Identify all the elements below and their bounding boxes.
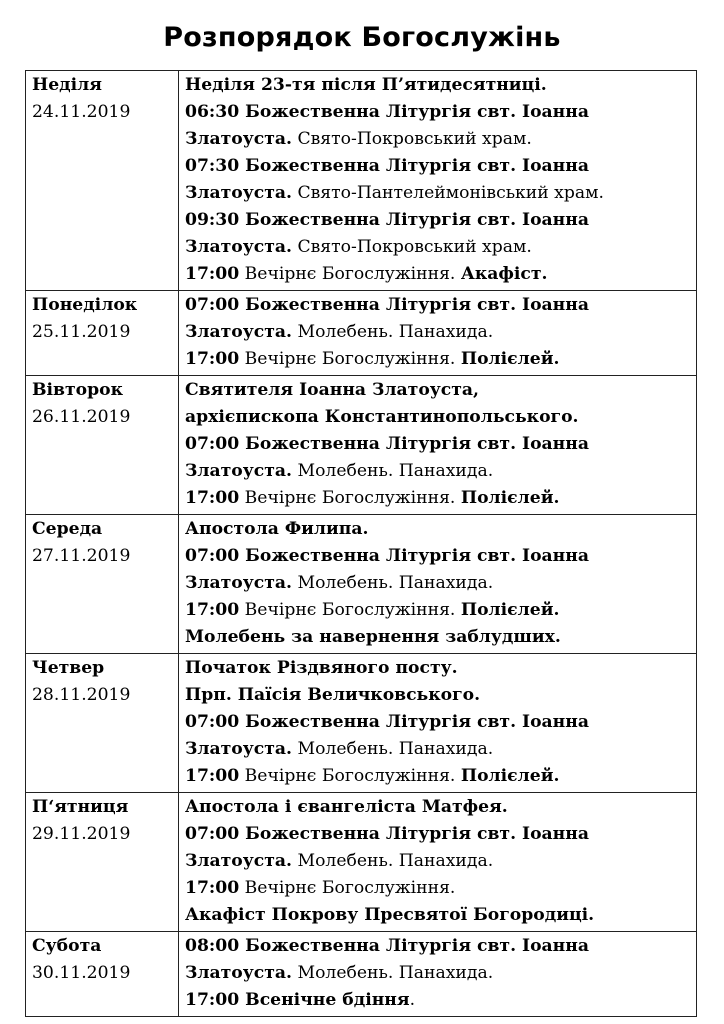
service-text-bold: Златоуста. [185, 322, 293, 342]
service-text-bold: 07:30 Божественна Літургія свт. Іоанна [185, 156, 589, 176]
service-line [185, 431, 690, 458]
service-text: Молебень. Панахида. [292, 739, 494, 759]
schedule-row [26, 793, 697, 932]
service-line [185, 207, 690, 234]
service-text: Свято-Покровський храм. [292, 129, 532, 149]
service-line [185, 624, 690, 651]
service-line [185, 682, 690, 709]
service-line [185, 597, 690, 624]
day-cell [26, 793, 179, 932]
service-line [185, 794, 690, 821]
day-name: Неділя [32, 75, 102, 95]
page-title: Розпорядок Богослужінь [163, 22, 561, 53]
day-date: 26.11.2019 [32, 407, 131, 427]
day-date: 29.11.2019 [32, 824, 131, 844]
day-cell [26, 932, 179, 1017]
service-text-bold: 17:00 [185, 766, 240, 786]
service-line [185, 875, 690, 902]
service-text: Свято-Пантелеймонівський храм. [292, 183, 604, 203]
service-text-bold: Неділя 23-тя після П’ятидесятниці. [185, 75, 547, 95]
service-line [185, 153, 690, 180]
service-text-bold: Прп. Паїсія Величковського. [185, 685, 481, 705]
day-name: Вівторок [32, 380, 124, 400]
service-text-bold: архієпископа Константинопольського. [185, 407, 579, 427]
schedule-table [25, 70, 697, 1017]
service-line [185, 485, 690, 512]
service-line [185, 319, 690, 346]
service-text: Вечірнє Богослужіння. [239, 766, 461, 786]
service-line [185, 933, 690, 960]
service-text-bold: Полієлей. [460, 766, 560, 786]
day-name: Понеділок [32, 295, 138, 315]
service-text: Вечірнє Богослужіння. [239, 349, 461, 369]
service-line [185, 99, 690, 126]
service-text-bold: Златоуста. [185, 183, 293, 203]
service-line [185, 570, 690, 597]
service-text-bold: Апостола і євангеліста Матфея. [185, 797, 508, 817]
service-line [185, 180, 690, 207]
service-text-bold: 17:00 [185, 600, 240, 620]
service-text-bold: 17:00 Всенічне бдіння [185, 990, 410, 1010]
service-text-bold: Молебень за навернення заблудших. [185, 627, 561, 647]
day-name: Четвер [32, 658, 105, 678]
schedule-row [26, 291, 697, 376]
service-line [185, 709, 690, 736]
service-line [185, 234, 690, 261]
day-cell [26, 291, 179, 376]
service-line [185, 736, 690, 763]
day-date: 25.11.2019 [32, 322, 131, 342]
services-cell [179, 291, 697, 376]
day-date: 30.11.2019 [32, 963, 131, 983]
service-text-bold: Златоуста. [185, 739, 293, 759]
services-cell [179, 654, 697, 793]
day-cell [26, 376, 179, 515]
service-text-bold: Апостола Филипа. [185, 519, 369, 539]
service-text: . [409, 990, 416, 1010]
day-cell [26, 71, 179, 291]
day-date: 28.11.2019 [32, 685, 131, 705]
service-line [185, 126, 690, 153]
service-text: Вечірнє Богослужіння. [239, 264, 461, 284]
service-text-bold: Початок Різдвяного посту. [185, 658, 458, 678]
schedule-row [26, 932, 697, 1017]
service-line [185, 763, 690, 790]
service-line [185, 960, 690, 987]
service-text-bold: Полієлей. [460, 349, 560, 369]
service-text-bold: Полієлей. [460, 600, 560, 620]
schedule-row [26, 654, 697, 793]
service-line [185, 377, 690, 404]
service-text: Молебень. Панахида. [292, 461, 494, 481]
services-cell [179, 515, 697, 654]
service-line [185, 346, 690, 373]
service-text: Молебень. Панахида. [292, 322, 494, 342]
service-line [185, 655, 690, 682]
service-text-bold: 07:00 Божественна Літургія свт. Іоанна [185, 546, 589, 566]
service-line [185, 261, 690, 288]
service-text-bold: Полієлей. [460, 488, 560, 508]
services-cell [179, 376, 697, 515]
service-text-bold: Златоуста. [185, 461, 293, 481]
services-cell [179, 793, 697, 932]
service-text-bold: Златоуста. [185, 573, 293, 593]
day-name: П‘ятниця [32, 797, 129, 817]
service-text-bold: Акафіст. [460, 264, 548, 284]
service-text-bold: 09:30 Божественна Літургія свт. Іоанна [185, 210, 589, 230]
service-text-bold: 17:00 [185, 349, 240, 369]
service-text: Молебень. Панахида. [292, 963, 494, 983]
service-line [185, 821, 690, 848]
schedule-body [26, 71, 697, 1017]
day-name: Середа [32, 519, 103, 539]
service-text: Молебень. Панахида. [292, 851, 494, 871]
service-text-bold: 07:00 Божественна Літургія свт. Іоанна [185, 434, 589, 454]
schedule-row [26, 376, 697, 515]
day-date: 24.11.2019 [32, 102, 131, 122]
service-text-bold: 17:00 [185, 878, 240, 898]
service-text-bold: 07:00 Божественна Літургія свт. Іоанна [185, 712, 589, 732]
day-date: 27.11.2019 [32, 546, 131, 566]
service-text-bold: 08:00 Божественна Літургія свт. Іоанна [185, 936, 589, 956]
service-line [185, 848, 690, 875]
service-text: Вечірнє Богослужіння. [239, 600, 461, 620]
day-cell [26, 515, 179, 654]
service-text-bold: Акафіст Покрову Пресвятої Богородиці. [185, 905, 595, 925]
day-name: Субота [32, 936, 102, 956]
service-text-bold: 06:30 Божественна Літургія свт. Іоанна [185, 102, 589, 122]
service-line [185, 902, 690, 929]
service-text-bold: Златоуста. [185, 851, 293, 871]
service-text: Вечірнє Богослужіння. [239, 878, 456, 898]
service-line [185, 404, 690, 431]
service-line [185, 292, 690, 319]
service-line [185, 543, 690, 570]
service-line [185, 987, 690, 1014]
service-text: Молебень. Панахида. [292, 573, 494, 593]
service-text: Свято-Покровський храм. [292, 237, 532, 257]
service-text-bold: 07:00 Божественна Літургія свт. Іоанна [185, 295, 589, 315]
service-line [185, 458, 690, 485]
service-line [185, 516, 690, 543]
service-text: Вечірнє Богослужіння. [239, 488, 461, 508]
schedule-row [26, 71, 697, 291]
service-text-bold: 07:00 Божественна Літургія свт. Іоанна [185, 824, 589, 844]
service-line [185, 72, 690, 99]
service-text-bold: Златоуста. [185, 237, 293, 257]
services-cell [179, 71, 697, 291]
schedule-row [26, 515, 697, 654]
service-text-bold: 17:00 [185, 264, 240, 284]
service-text-bold: Святителя Іоанна Златоуста, [185, 380, 480, 400]
day-cell [26, 654, 179, 793]
services-cell [179, 932, 697, 1017]
service-text-bold: Златоуста. [185, 129, 293, 149]
service-text-bold: 17:00 [185, 488, 240, 508]
service-text-bold: Златоуста. [185, 963, 293, 983]
